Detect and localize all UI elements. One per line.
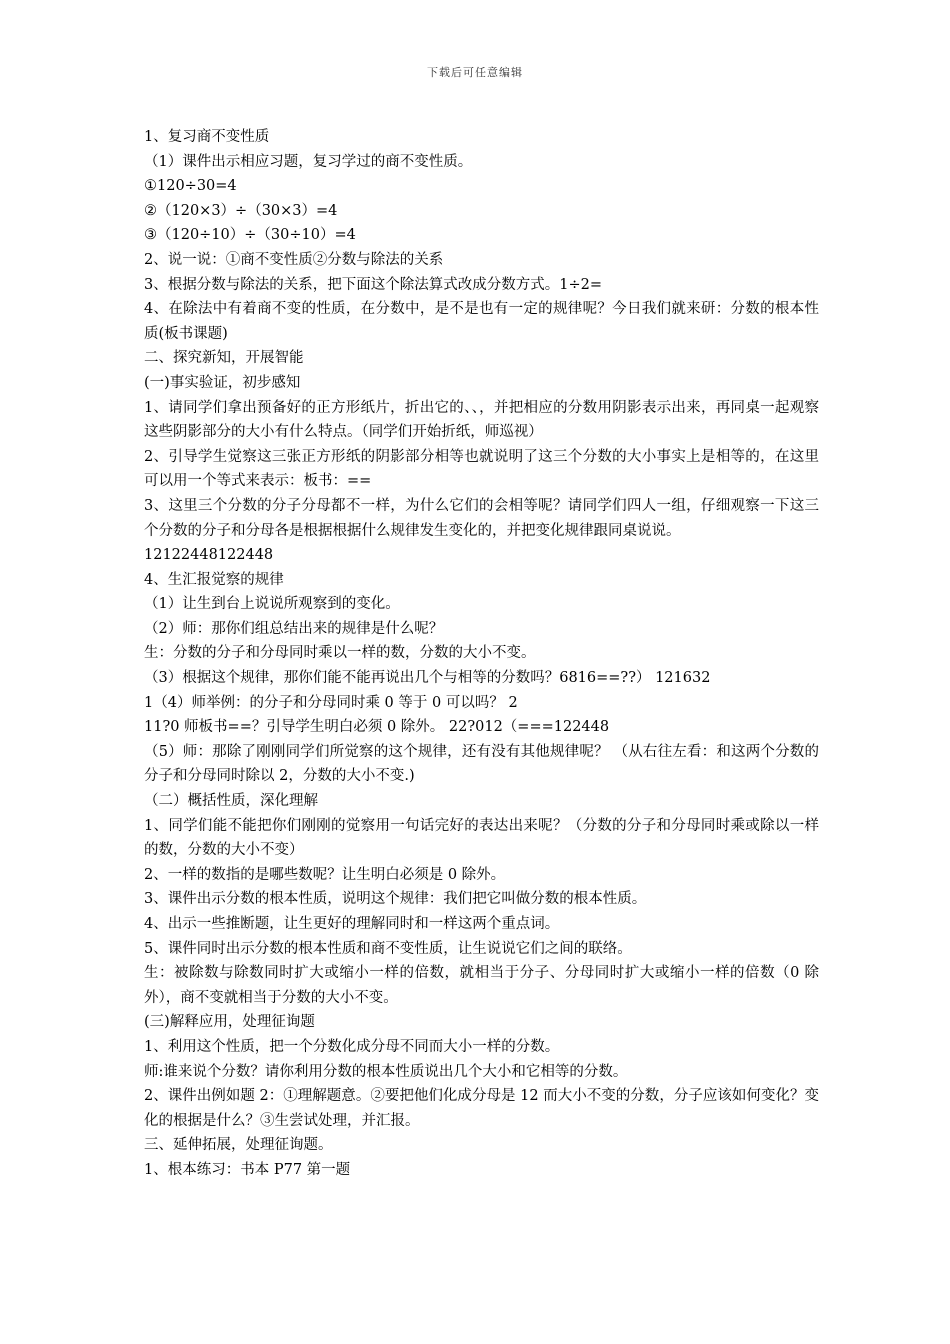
paragraph: 4、出示一些推断题，让生更好的理解同时和一样这两个重点词。 — [144, 916, 560, 932]
subsection-heading: (一)事实验证，初步感知 — [144, 374, 301, 391]
paragraph: 1、复习商不变性质 — [144, 129, 270, 145]
paragraph: （1）课件出示相应习题，复习学过的商不变性质。 — [144, 153, 473, 170]
paragraph: （5）师：那除了刚刚同学们所觉察的这个规律，还有没有其他规律呢？ （从右往左看：和这两个分数的分子和分母同时除以 2，分数的大小不变.) — [144, 743, 819, 785]
paragraph: 生：被除数与除数同时扩大或缩小一样的倍数，就相当于分子、分母同时扩大或缩小一样的倍数（0 除外），商不变就相当于分数的大小不变。 — [144, 965, 819, 1006]
paragraph: ①120÷30=4 — [144, 178, 237, 195]
paragraph: （2）师：那你们组总结出来的规律是什么呢？ — [144, 620, 444, 637]
paragraph: （3）根据这个规律，那你们能不能再说出几个与相等的分数吗？6816==??） 121632 — [144, 670, 711, 687]
paragraph: 1（4）师举例：的分子和分母同时乘 0 等于 0 可以吗？ 2 — [144, 694, 518, 711]
paragraph: 4、生汇报觉察的规律 — [144, 571, 284, 588]
paragraph: 3、课件出示分数的根本性质，说明这个规律：我们把它叫做分数的根本性质。 — [144, 891, 647, 908]
paragraph: 12122448122448 — [144, 547, 274, 564]
paragraph: ③（120÷10）÷（30÷10）=4 — [144, 227, 356, 244]
section-heading: 三、延伸拓展，处理征询题。 — [144, 1137, 333, 1154]
paragraph: 2、说一说：①商不变性质②分数与除法的关系 — [144, 251, 444, 268]
paragraph: ②（120×3）÷（30×3）=4 — [144, 202, 338, 219]
paragraph: 1、根本练习：书本 P77 第一题 — [144, 1161, 351, 1178]
paragraph: 3、这里三个分数的分子分母都不一样，为什么它们的会相等呢？请同学们四人一组，仔细观察一下这三个分数的分子和分母各是根据根据什么规律发生变化的，并把变化规律跟同桌说说。 — [144, 497, 819, 539]
subsection-heading: （二）概括性质，深化理解 — [144, 793, 318, 810]
paragraph: 11?0 师板书==？引导学生明白必须 0 除外。 22?012（===122448 — [144, 719, 610, 736]
page-header: 下载后可任意编辑 — [427, 66, 523, 79]
paragraph: 2、课件出例如题 2：①理解题意。②要把他们化成分母是 12 而大小不变的分数，分子应该如何变化？变化的根据是什么？③生尝试处理，并汇报。 — [144, 1088, 819, 1129]
paragraph: 师:谁来说个分数？请你利用分数的根本性质说出几个大小和它相等的分数。 — [144, 1063, 628, 1080]
paragraph: 1、同学们能不能把你们刚刚的觉察用一句话完好的表达出来呢？（分数的分子和分母同时乘或除以一样的数，分数的大小不变） — [144, 817, 819, 859]
paragraph: 1、利用这个性质，把一个分数化成分母不同而大小一样的分数。 — [144, 1038, 560, 1055]
paragraph: 3、根据分数与除法的关系，把下面这个除法算式改成分数方式。1÷2= — [144, 276, 602, 293]
paragraph: 5、课件同时出示分数的根本性质和商不变性质，让生说说它们之间的联络。 — [144, 940, 632, 957]
paragraph: （1）让生到台上说说所观察到的变化。 — [144, 596, 400, 613]
section-heading: 二、探究新知，开展智能 — [144, 350, 304, 367]
paragraph: 4、在除法中有着商不变的性质，在分数中，是不是也有一定的规律呢？今日我们就来研：分数的根本性质(板书课题) — [144, 301, 819, 342]
paragraph: 2、引导学生觉察这三张正方形纸的阴影部分相等也就说明了这三个分数的大小事实上是相等的，在这里可以用一个等式来表示：板书：== — [144, 448, 819, 490]
paragraph: 2、一样的数指的是哪些数呢？让生明白必须是 0 除外。 — [144, 866, 506, 883]
document-body — [144, 125, 819, 1183]
paragraph: 1、请同学们拿出预备好的正方形纸片，折出它的、、，并把相应的分数用阴影表示出来，再同桌一起观察这些阴影部分的大小有什么特点。（同学们开始折纸，师巡视） — [144, 399, 819, 441]
paragraph: 生：分数的分子和分母同时乘以一样的数，分数的大小不变。 — [144, 645, 536, 662]
subsection-heading: (三)解释应用，处理征询题 — [144, 1014, 315, 1031]
